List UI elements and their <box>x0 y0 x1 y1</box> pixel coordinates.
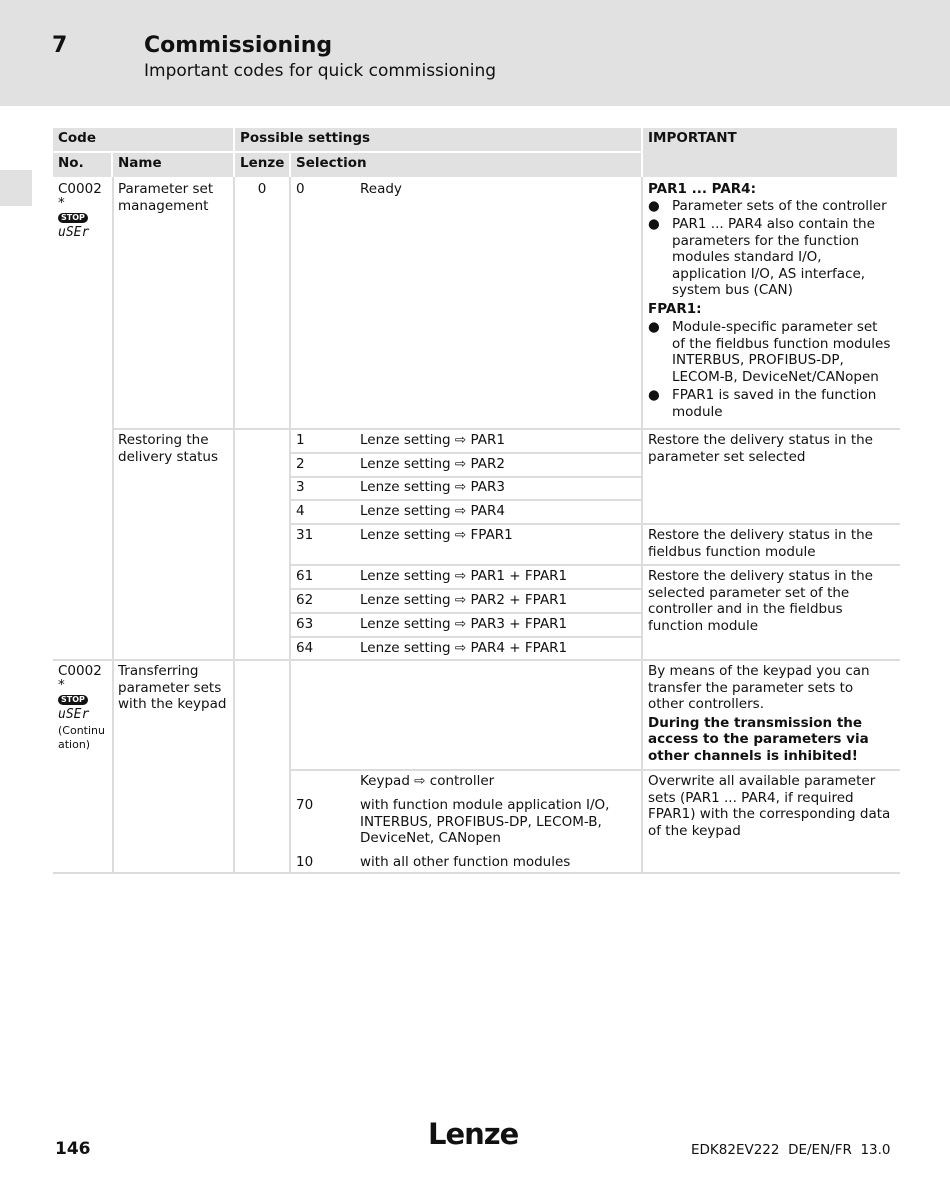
fpar-heading: FPAR1: <box>648 300 702 317</box>
selection-number: 3 <box>296 479 305 495</box>
header-important: IMPORTANT <box>643 128 897 177</box>
important-note <box>643 179 897 422</box>
selection-text: Lenze setting ⇨ PAR3 <box>360 479 506 495</box>
chapter-number: 7 <box>52 33 68 58</box>
selection-number: 4 <box>296 503 305 519</box>
header-possible-settings: Possible settings <box>235 128 641 151</box>
selection-text: Lenze setting ⇨ PAR1 + FPAR1 <box>360 568 568 584</box>
selection-text: Lenze setting ⇨ PAR1 <box>360 432 506 448</box>
bullet-icon: ● <box>648 216 660 232</box>
selection-number: 0 <box>296 181 305 197</box>
selection-number: 1 <box>296 432 305 448</box>
grid-line <box>53 872 900 874</box>
user-menu-icon: uSEr <box>58 225 90 240</box>
bullet-icon: ● <box>648 197 660 214</box>
user-menu-icon: uSEr <box>58 707 90 722</box>
grid-line <box>112 177 114 872</box>
selection-text: Lenze setting ⇨ FPAR1 <box>360 527 513 543</box>
parameter-name: Parameter set management <box>118 181 214 214</box>
selection-text: Ready <box>360 181 402 197</box>
selection-text: Lenze setting ⇨ PAR3 + FPAR1 <box>360 616 568 632</box>
header-no: No. <box>53 153 111 177</box>
par-heading: PAR1 ... PAR4: <box>648 181 756 197</box>
list-item: ● Module-specific parameter set of the fieldbus function modules INTERBUS, PROFIBUS-DP, LECOM-B, DeviceNet/CANopen <box>648 319 891 385</box>
selection-number: 62 <box>296 592 314 608</box>
list-item: ● FPAR1 is saved in the function module <box>648 387 877 420</box>
warning-text: During the transmission the access to the parameters via other channels is inhibited! <box>648 714 869 764</box>
stop-icon: STOP <box>58 213 88 223</box>
stop-icon: STOP <box>58 695 88 705</box>
page-number: 146 <box>55 1139 91 1159</box>
important-note: Restore the delivery status in the parameter set selected <box>648 432 873 465</box>
selection-number: 61 <box>296 568 314 584</box>
selection-number: 2 <box>296 456 305 472</box>
parameter-name: Restoring the delivery status <box>118 432 218 465</box>
header-name: Name <box>113 153 233 177</box>
continuation-note: (Continuation) <box>58 724 105 751</box>
selection-number: 10 <box>296 854 314 870</box>
selection-text: Lenze setting ⇨ PAR2 + FPAR1 <box>360 592 568 608</box>
selection-text: with all other function modules <box>360 854 571 870</box>
chapter-subtitle: Important codes for quick commissioning <box>144 61 497 81</box>
code-cell <box>53 661 111 754</box>
important-note: Restore the delivery status in the selected parameter set of the controller and in the fieldbus function module <box>648 568 873 634</box>
page-header <box>0 0 950 106</box>
lenze-logo: Lenze <box>428 1117 519 1151</box>
selection-text: with function module application I/O, INTERBUS, PROFIBUS-DP, LECOM-B, DeviceNet, CANopen <box>360 797 610 846</box>
bullet-icon: ● <box>648 319 660 335</box>
selection-heading: Keypad ⇨ controller <box>360 773 495 789</box>
selection-number: 70 <box>296 797 314 813</box>
bullet-icon: ● <box>648 387 660 403</box>
header-code: Code <box>53 128 233 151</box>
header-selection: Selection <box>291 153 641 177</box>
side-tab-marker <box>0 170 32 206</box>
chapter-title: Commissioning <box>144 33 333 58</box>
code-cell <box>53 179 111 244</box>
code-number: C0002 <box>58 181 102 197</box>
important-note: By means of the keypad you can transfer the parameter sets to other controllers. During the transmission the access to the parameters via other channels is inhibited! <box>643 661 897 766</box>
important-note: Restore the delivery status in the fieldbus function module <box>648 527 873 560</box>
selection-number: 64 <box>296 640 314 656</box>
list-item: ● Parameter sets of the controller <box>648 197 887 214</box>
asterisk: * <box>58 676 65 693</box>
selection-number: 31 <box>296 527 314 543</box>
list-item: ● PAR1 ... PAR4 also contain the parameters for the function modules standard I/O, application I/O, AS interface, system bus (CAN) <box>648 216 875 298</box>
lenze-default: 0 <box>257 181 267 197</box>
selection-number: 63 <box>296 616 314 632</box>
important-note: Overwrite all available parameter sets (PAR1 ... PAR4, if required FPAR1) with the corresponding data of the keypad <box>648 773 891 839</box>
parameter-name: Transferring parameter sets with the keypad <box>118 663 227 712</box>
grid-line <box>233 177 235 872</box>
code-number: C0002 <box>58 663 102 679</box>
asterisk: * <box>58 194 65 211</box>
selection-text: Lenze setting ⇨ PAR4 <box>360 503 506 519</box>
document-id: EDK82EV222 DE/EN/FR 13.0 <box>691 1142 891 1158</box>
selection-text: Lenze setting ⇨ PAR2 <box>360 456 506 472</box>
header-lenze: Lenze <box>235 153 289 177</box>
selection-text: Lenze setting ⇨ PAR4 + FPAR1 <box>360 640 568 656</box>
